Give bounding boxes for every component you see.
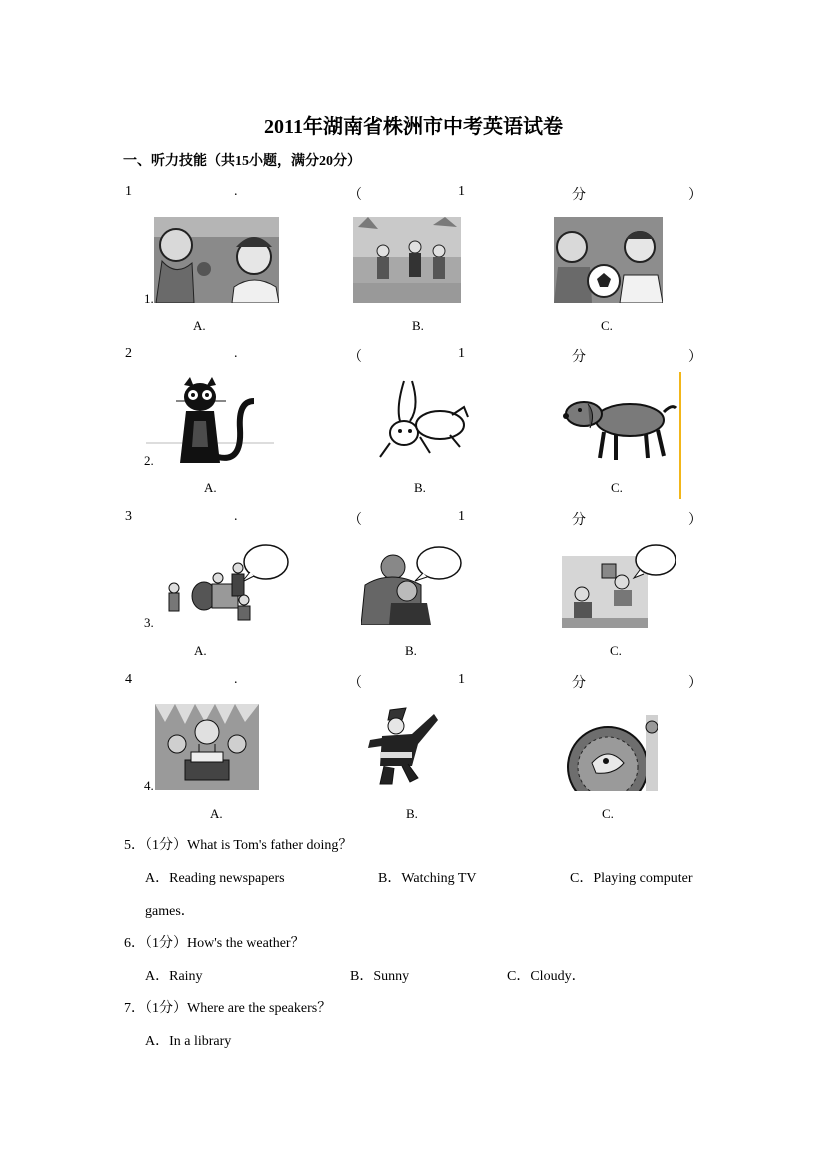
option-c-continuation: games． bbox=[145, 904, 195, 919]
points-unit: 分 bbox=[572, 188, 586, 203]
left-paren: （ bbox=[348, 513, 362, 528]
picture-3a-family-with-speech-bubble bbox=[154, 542, 290, 628]
section-heading: 一、听力技能（共15小题，满分20分） bbox=[123, 154, 361, 169]
picture-2a-cat bbox=[146, 377, 274, 465]
right-paren: ） bbox=[688, 350, 702, 365]
picture-4b-santa-claus bbox=[362, 706, 440, 788]
picture-3c-classroom-with-speech-bubble bbox=[562, 542, 676, 628]
picture-4a-birthday-party bbox=[155, 704, 259, 790]
option-c-label: C. bbox=[601, 318, 613, 333]
left-paren: （ bbox=[348, 676, 362, 691]
right-paren: ） bbox=[688, 188, 702, 203]
left-paren: （ bbox=[348, 188, 362, 203]
option-c: C．Playing computer bbox=[570, 871, 693, 886]
option-b-label: B. bbox=[406, 806, 418, 821]
left-paren: （ bbox=[348, 350, 362, 365]
question-number: 1 bbox=[125, 184, 132, 199]
option-a-label: A. bbox=[194, 643, 207, 658]
picture-3b-hug-with-speech-bubble bbox=[361, 545, 463, 625]
option-c-label: C. bbox=[611, 480, 623, 495]
option-a: A．In a library bbox=[145, 1034, 232, 1049]
option-a-label: A. bbox=[193, 318, 206, 333]
option-b: B．Sunny bbox=[350, 969, 410, 984]
option-b-label: B. bbox=[412, 318, 424, 333]
picture-label: 4. bbox=[144, 778, 154, 793]
page-title: 2011年湖南省株洲市中考英语试卷 bbox=[264, 116, 563, 138]
option-b-label: B. bbox=[405, 643, 417, 658]
question-dot: . bbox=[234, 346, 238, 361]
picture-label: 2. bbox=[144, 453, 154, 468]
points-unit: 分 bbox=[572, 350, 586, 365]
question-stem: 6．（1分）How's the weather？ bbox=[124, 936, 305, 951]
option-c-label: C. bbox=[602, 806, 614, 821]
right-paren: ） bbox=[688, 513, 702, 528]
option-c-label: C. bbox=[610, 643, 622, 658]
option-b: B．Watching TV bbox=[378, 871, 477, 886]
picture-label: 1. bbox=[144, 291, 154, 306]
question-stem: 5．（1分）What is Tom's father doing？ bbox=[124, 838, 353, 853]
question-number: 3 bbox=[125, 509, 132, 524]
picture-label: 3. bbox=[144, 615, 154, 630]
option-a: A．Rainy bbox=[145, 969, 203, 984]
question-stem: 7．（1分）Where are the speakers？ bbox=[124, 1001, 332, 1016]
points: 1 bbox=[458, 184, 465, 199]
question-dot: . bbox=[234, 509, 238, 524]
picture-1b-kids-playing-basketball bbox=[353, 217, 461, 303]
option-c: C．Cloudy． bbox=[507, 969, 586, 984]
picture-2c-dog bbox=[560, 384, 678, 466]
question-dot: . bbox=[234, 672, 238, 687]
points: 1 bbox=[458, 346, 465, 361]
right-paren: ） bbox=[688, 676, 702, 691]
option-a-label: A. bbox=[210, 806, 223, 821]
question-number: 4 bbox=[125, 672, 132, 687]
question-number: 2 bbox=[125, 346, 132, 361]
question-dot: . bbox=[234, 184, 238, 199]
points-unit: 分 bbox=[572, 513, 586, 528]
option-a-label: A. bbox=[204, 480, 217, 495]
points: 1 bbox=[458, 672, 465, 687]
accent-vertical-line bbox=[679, 372, 681, 499]
points: 1 bbox=[458, 509, 465, 524]
picture-1c-boys-with-football bbox=[554, 217, 663, 303]
picture-2b-rabbit bbox=[360, 377, 470, 463]
picture-4c-lion-dance-drum bbox=[566, 715, 658, 791]
option-a: A．Reading newspapers bbox=[145, 871, 285, 886]
option-b-label: B. bbox=[414, 480, 426, 495]
picture-1a-two-boys-talking bbox=[154, 217, 279, 303]
points-unit: 分 bbox=[572, 676, 586, 691]
